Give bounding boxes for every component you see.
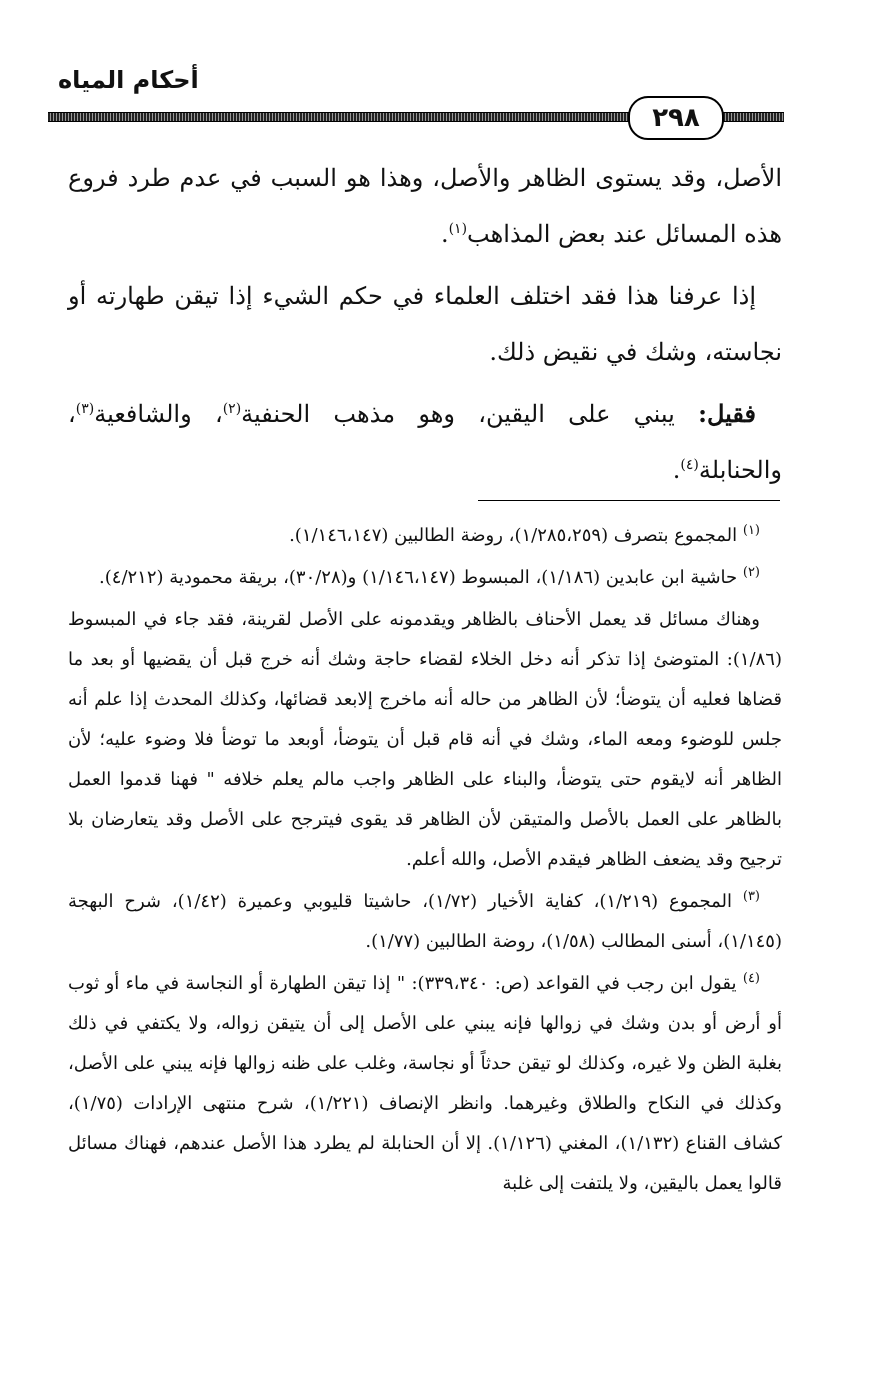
- footnote-3-mark: (٣): [742, 889, 760, 904]
- footnote-4-text: يقول ابن رجب في القواعد (ص: ٣٣٩،٣٤٠): " إذا تيقن الطهارة أو النجاسة في ماء أو ثوب أو أرض أو بدن وشك في زوالها فإنه يبني على الأصل إلى أن يتيقن زواله، ولا يكتفي في ذلك بغلبة الظن ولا غيره، وكذلك لو تيقن حدثاً أو نجاسة، وغلب على ظنه زوالها فإنه يبني على الأصل، وكذلك في النكاح والطلاق وغيرهما. وانظر الإنصاف (١/٢٢١)، شرح منتهى الإرادات (١/٧٥)، كشاف القناع (١/١٣٢)، المغني (١/١٢٦). إلا أن الحنابلة لم يطرد هذا الأصل عندهم، فهناك مسائل قالوا يعمل باليقين، ولا يلتفت إلى غلبة: [68, 973, 783, 1194]
- footnote-ref-2[interactable]: (٢): [222, 401, 242, 417]
- main-text: [68, 150, 782, 504]
- footnote-2: [68, 558, 782, 598]
- paragraph-1-end: .: [440, 220, 449, 248]
- paragraph-3: [68, 386, 782, 498]
- footnote-4-mark: (٤): [742, 971, 760, 986]
- page-number: ٢٩٨: [628, 96, 724, 140]
- paragraph-3-lead: فقيل:: [698, 399, 756, 428]
- paragraph-3-text-b: ، والشافعية: [94, 400, 223, 428]
- paragraph-3-text-c: ، والحنابلة: [68, 400, 782, 484]
- footnote-1-mark: (١): [742, 523, 760, 538]
- footnote-ref-4[interactable]: (٤): [680, 457, 699, 473]
- footnote-2-text: حاشية ابن عابدين (١/١٨٦)، المبسوط (١/١٤٦،١٤٧) و(٣٠/٢٨)، بريقة محمودية (٤/٢١٢).: [99, 567, 743, 588]
- footnote-3-text: المجموع (١/٢١٩)، كفاية الأخيار (١/٧٢)، حاشيتا قليوبي وعميرة (١/٤٢)، شرح البهجة (١/١٤٥)، أسنى المطالب (١/٥٨)، روضة الطالبين (١/٧٧).: [68, 891, 782, 952]
- footnotes: [68, 516, 782, 1206]
- paragraph-3-end: .: [672, 456, 681, 484]
- paragraph-3-text-a: يبني على اليقين، وهو مذهب الحنفية: [241, 400, 699, 428]
- footnote-3: [68, 882, 782, 962]
- paragraph-1-text: الأصل، وقد يستوى الظاهر والأصل، وهذا هو السبب في عدم طرد فروع هذه المسائل عند بعض المذاهب: [68, 164, 782, 248]
- footnote-ref-1[interactable]: (١): [448, 221, 468, 237]
- footnote-2-mark: (٢): [742, 565, 760, 580]
- footnote-2-continuation: وهناك مسائل قد يعمل الأحناف بالظاهر ويقدمونه على الأصل لقرينة، فقد جاء في المبسوط (١/٨٦): المتوضئ إذا تذكر أنه دخل الخلاء لقضاء حاجة وشك أنه خرج قبل أن يقضيها أو بعد ما قضاها فعليه أن يتوضأ؛ لأن الظاهر من حاله أنه ماخرج إلابعد قضائها، وكذلك المحدث إذا علم أنه جلس للوضوء ومعه الماء، وشك في أنه قام قبل أن يتوضأ، أوبعد ما توضأ فلا وضوء عليه؛ لأن الظاهر أنه لايقوم حتى يتوضأ، والبناء على الظاهر واجب مالم يعلم خلافه " فهنا قدموا العمل بالظاهر على العمل بالأصل والمتيقن لأن الظاهر قد يقوى فيترجح على الأصل وقد يتعارضان بلا ترجيح وقد يضعف الظاهر فيقدم الأصل، والله أعلم.: [68, 609, 782, 870]
- footnote-4: [68, 964, 782, 1204]
- paragraph-1: [68, 150, 782, 262]
- footnote-1-text: المجموع بتصرف (١/٢٨٥،٢٥٩)، روضة الطالبين (١/١٤٦،١٤٧).: [289, 525, 743, 546]
- footnote-separator: [478, 500, 780, 501]
- footnote-ref-3[interactable]: (٣): [75, 401, 95, 417]
- paragraph-2: إذا عرفنا هذا فقد اختلف العلماء في حكم الشيء إذا تيقن طهارته أو نجاسته، وشك في نقيض ذلك.: [68, 282, 782, 366]
- footnote-1: [68, 516, 782, 556]
- running-title: أحكام المياه: [58, 66, 199, 94]
